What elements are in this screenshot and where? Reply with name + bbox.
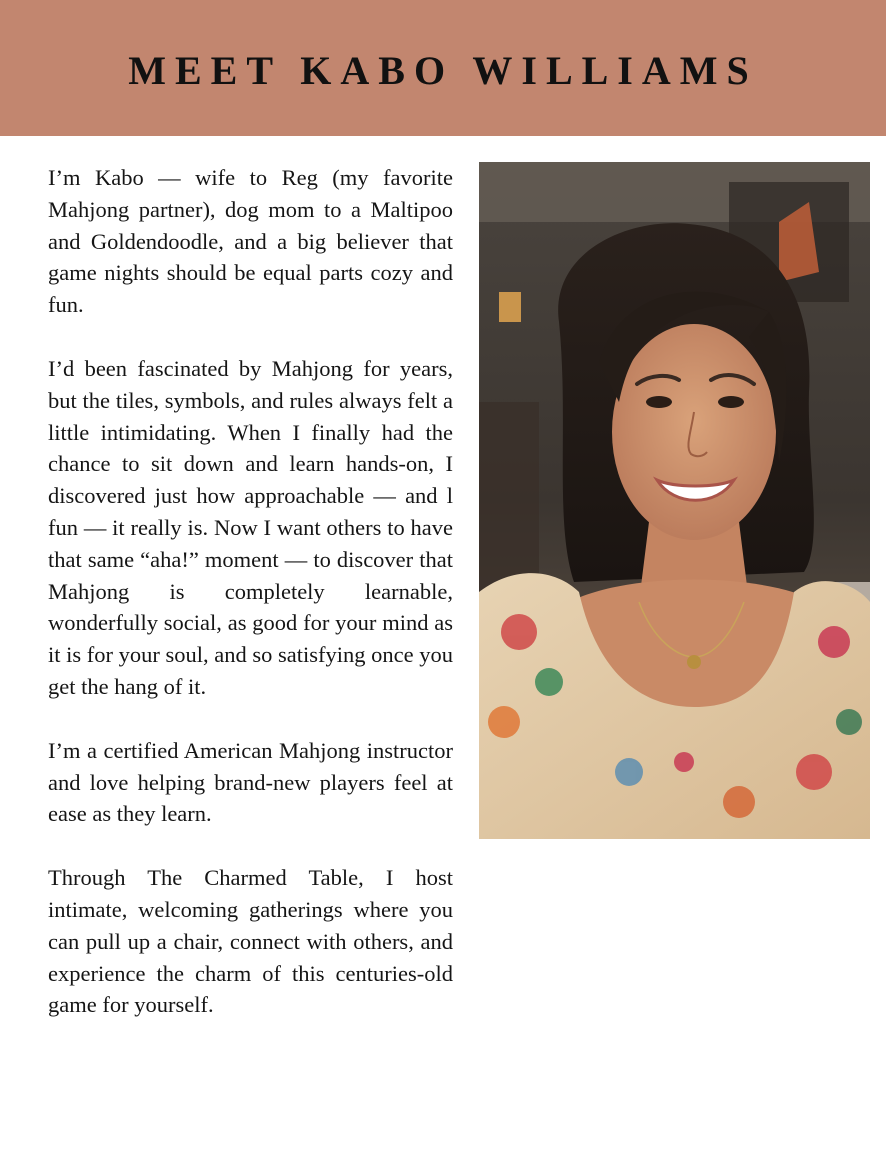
portrait-illustration bbox=[479, 162, 870, 839]
portrait-photo bbox=[479, 162, 870, 839]
bio-paragraph-intro: I’m Kabo — wife to Reg (my favorite Mahjong partner), dog mom to a Maltipoo and Goldendoodle, and a big believer that game nights should be equal parts cozy and fun. bbox=[48, 165, 453, 318]
page-title: MEET KABO WILLIAMS bbox=[128, 47, 758, 93]
bio-paragraph-story: I’d been fascinated by Mahjong for years, but the tiles, symbols, and rules always felt a little intimidating. When I finally had the chance to sit down and learn hands-on, I discovered just how approachable — and l fun — it really is. Now I want others to have that same “aha!” moment — to discover that Mahjong is completely learnable, wonderfully social, as good for your mind as it is for your soul, and so satisfying once you get the hang of it. bbox=[48, 355, 453, 699]
bio-paragraph-certification: I’m a certified American Mahjong instructor and love helping brand-new players feel at ease as they learn. bbox=[48, 737, 453, 827]
header-banner bbox=[0, 0, 886, 136]
bio-text bbox=[48, 162, 453, 1053]
bio-paragraph-charmed-table: Through The Charmed Table, I host intimate, welcoming gatherings where you can pull up a chair, connect with others, and experience the charm of this centuries-old game for yourself. bbox=[48, 865, 453, 1018]
